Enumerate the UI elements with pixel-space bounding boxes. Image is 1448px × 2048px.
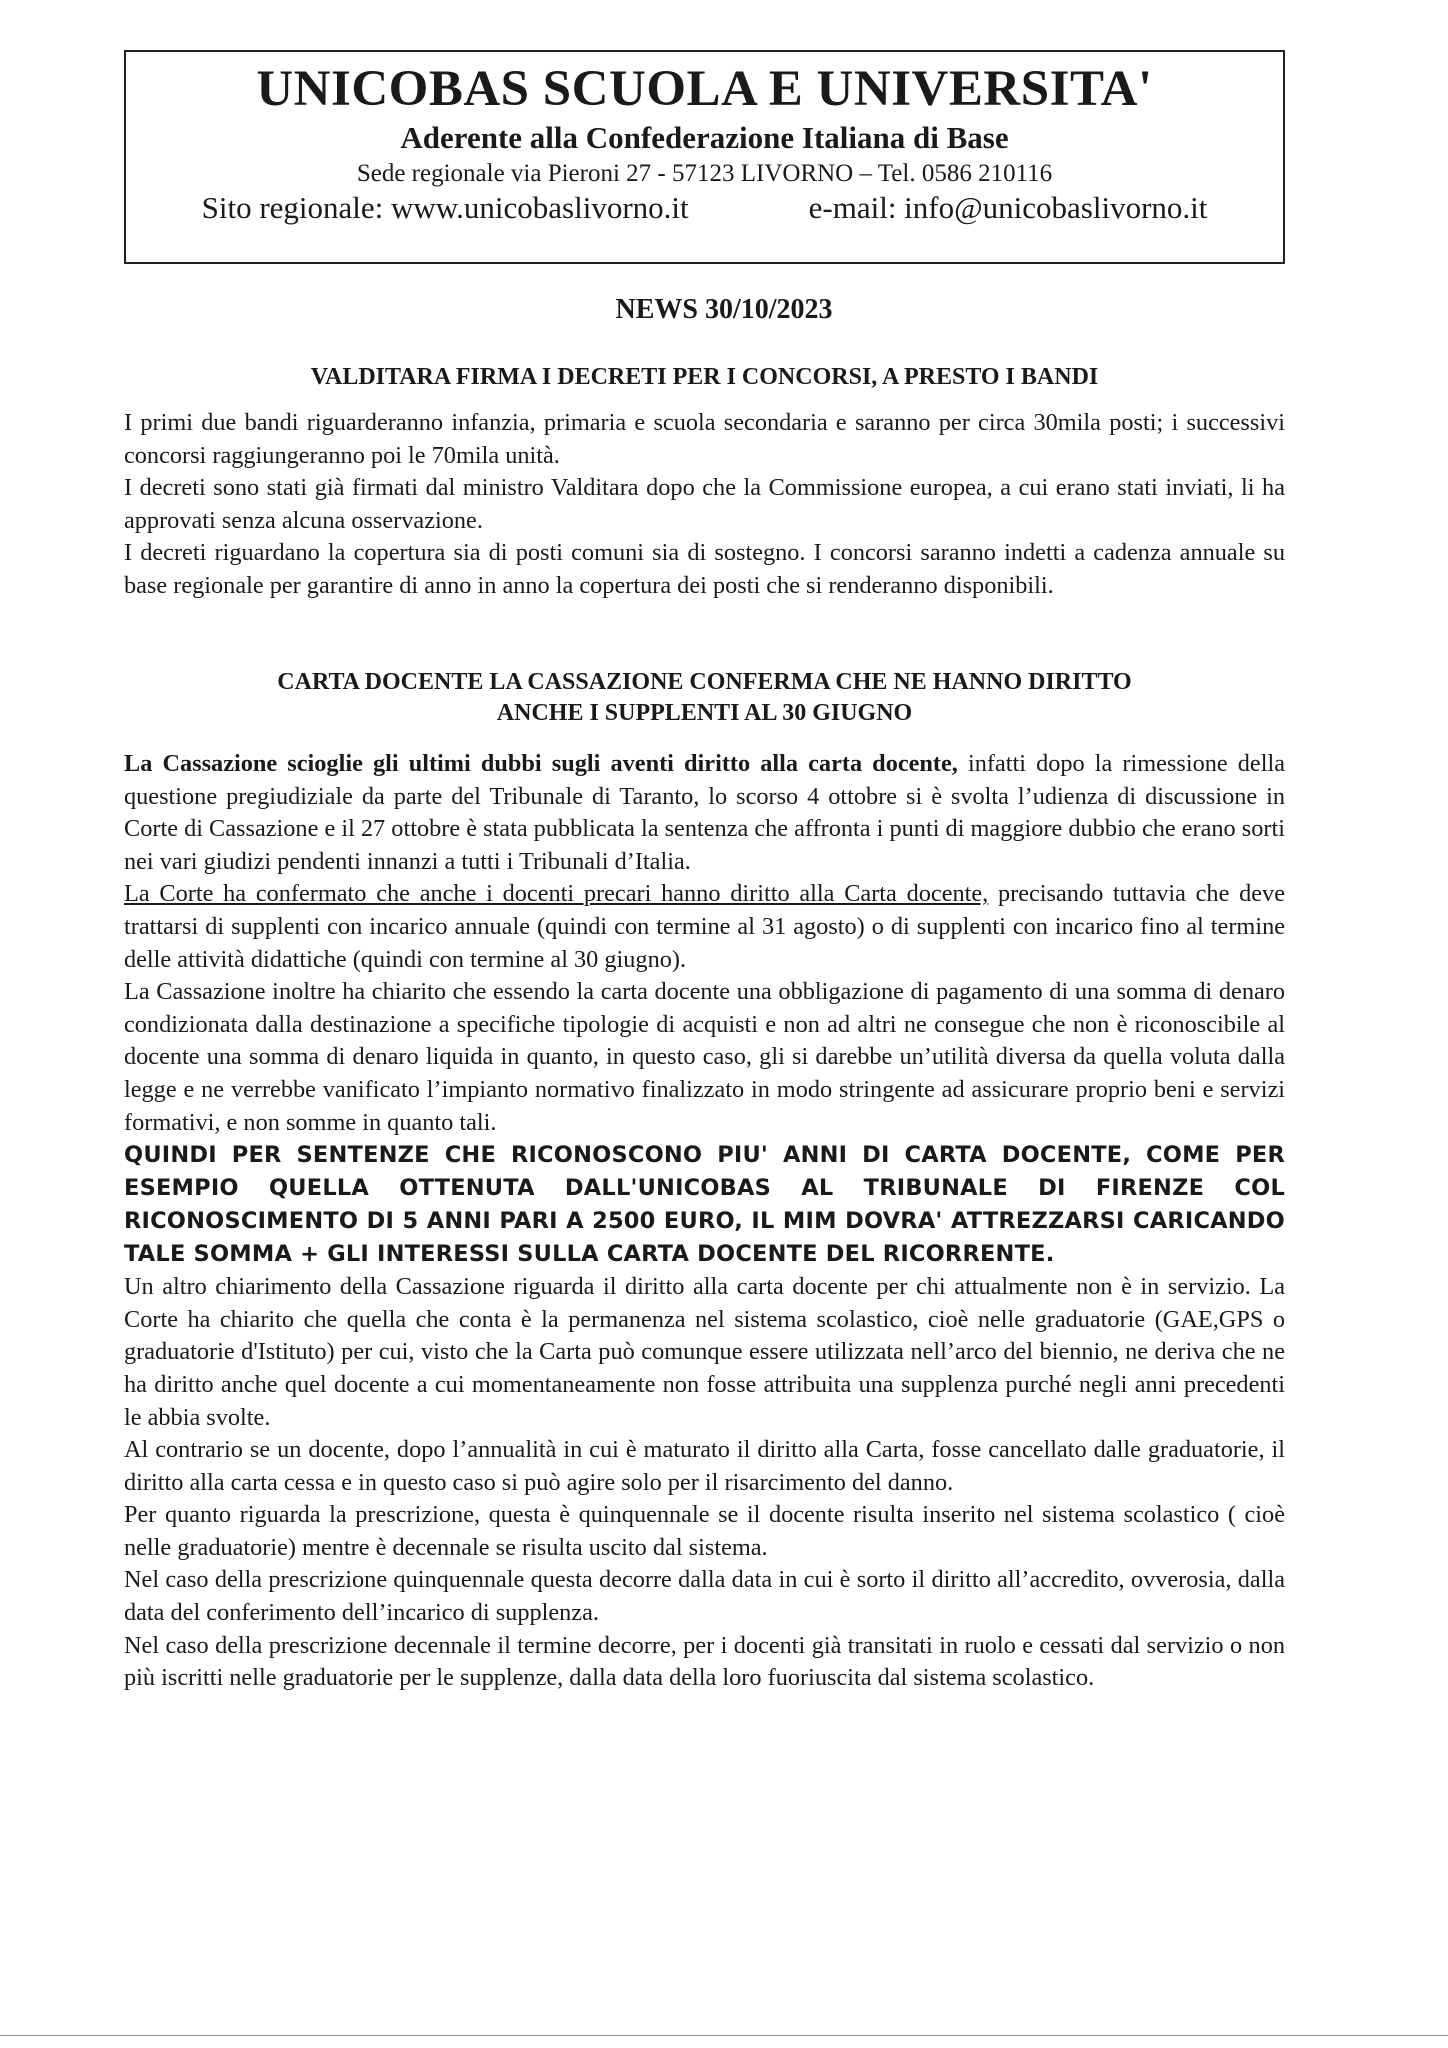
scan-edge-line (0, 2035, 1448, 2036)
section2-paragraph (124, 878, 1285, 976)
section2-title-line2: ANCHE I SUPPLENTI AL 30 GIUGNO (496, 700, 913, 726)
section2-title-line1: CARTA DOCENTE LA CASSAZIONE CONFERMA CHE NE HANNO DIRITTO (277, 669, 1132, 695)
section2-paragraph: Per quanto riguarda la prescrizione, questa è quinquennale se il docente risulta inserito nel sistema scolastico ( cioè nelle graduatorie) mentre è decennale se risulta uscito dal sistema. (124, 1501, 1285, 1561)
letterhead-box (124, 50, 1285, 264)
section2-paragraph: Nel caso della prescrizione quinquennale questa decorre dalla data in cui è sorto il diritto all’accredito, ovverosia, dalla data del conferimento dell’incarico di supplenza. (124, 1566, 1285, 1627)
section2-body (124, 748, 1285, 1695)
section2-paragraph: Al contrario se un docente, dopo l’annualità in cui è maturato il diritto alla Carta, fosse cancellato dalle graduatorie, il diritto alla carta cessa e in questo caso si può agire solo per il risarcimento del danno. (124, 1436, 1285, 1496)
org-website: Sito regionale: www.unicobaslivorno.it (201, 190, 689, 225)
news-date: NEWS 30/10/2023 (615, 294, 833, 325)
org-contacts (126, 190, 1283, 226)
section2-paragraph (124, 748, 1285, 878)
section2-title (124, 667, 1285, 729)
section2-paragraph: Nel caso della prescrizione decennale il termine decorre, per i docenti già transitati in ruolo e cessati dal servizio o non più iscritti nelle graduatorie per le supplenze, dalla data della loro fuoriuscita dal sistema scolastico. (124, 1631, 1285, 1692)
org-name: UNICOBAS SCUOLA E UNIVERSITA' (256, 61, 1153, 117)
org-affiliation: Aderente alla Confederazione Italiana di Base (400, 120, 1009, 155)
corte-confirmation: La Corte ha confermato che anche i docenti precari hanno diritto alla Carta docente, (124, 880, 989, 908)
section1-paragraph: I primi due bandi riguarderanno infanzia, primaria e scuola secondaria e saranno per circa 30mila posti; i successivi concorsi raggiungeranno poi le 70mila unità. (124, 409, 1285, 469)
cassazione-lead-rest: infatti dopo la rimessione della questione pregiudiziale da parte del Tribunale di Taranto, lo scorso 4 ottobre si è svolta l’udienza di discussione in Corte di Cassazione e il 27 ottobre è stata pubblicata la sentenza che affronta i punti di maggiore dubbio che erano sorti nei vari giudizi pendenti innanzi a tutti i Tribunali d’Italia. (124, 750, 1285, 875)
corte-confirmation-rest: precisando tuttavia che deve trattarsi di supplenti con incarico annuale (quindi con termine al 31 agosto) o di supplenti con incarico fino al termine delle attività didattiche (quindi con termine al 30 giugno). (124, 880, 1285, 973)
section1-body (124, 407, 1285, 603)
section1-title: VALDITARA FIRMA I DECRETI PER I CONCORSI, A PRESTO I BANDI (310, 364, 1099, 390)
section2-paragraph: Un altro chiarimento della Cassazione riguarda il diritto alla carta docente per chi attualmente non è in servizio. La Corte ha chiarito che quella che conta è la permanenza nel sistema scolastico, cioè nelle graduatorie (GAE,GPS o graduatorie d'Istituto) per cui, visto che la Carta può comunque essere utilizzata nell’arco del biennio, ne deriva che ne ha diritto anche quel docente a cui momentaneamente non fosse attribuita una supplenza purché negli anni precedenti le abbia svolte. (124, 1273, 1285, 1431)
section2-paragraph: La Cassazione inoltre ha chiarito che essendo la carta docente una obbligazione di pagamento di una somma di denaro condizionata dalla destinazione a specifiche tipologie di acquisti e non ad altri ne consegue che non è riconoscibile al docente una somma di denaro liquida in quanto, in questo caso, gli si darebbe un’utilità diversa da quella voluta dalla legge e ne verrebbe vanificato l’impianto normativo finalizzato in modo stringente ad assicurare proprio beni e servizi formativi, e non somme in quanto tali. (124, 978, 1285, 1136)
org-address: Sede regionale via Pieroni 27 - 57123 LIVORNO – Tel. 0586 210116 (356, 160, 1053, 187)
cassazione-lead: La Cassazione scioglie gli ultimi dubbi sugli aventi diritto alla carta docente, (124, 750, 958, 777)
section1-paragraph: I decreti riguardano la copertura sia di posti comuni sia di sostegno. I concorsi saranno indetti a cadenza annuale su base regionale per garantire di anno in anno la copertura dei posti che si renderanno disponibili. (124, 539, 1285, 599)
org-email: e-mail: info@unicobaslivorno.it (808, 190, 1208, 225)
section1-paragraph: I decreti sono stati già firmati dal ministro Valditara dopo che la Commissione europea, a cui erano stati inviati, li ha approvati senza alcuna osservazione. (124, 474, 1285, 534)
highlight-paragraph: QUINDI PER SENTENZE CHE RICONOSCONO PIU' ANNI DI CARTA DOCENTE, COME PER ESEMPIO QUELLA OTTENUTA DALL'UNICOBAS AL TRIBUNALE DI FIRENZE COL RICONOSCIMENTO DI 5 ANNI PARI A 2500 EURO, IL MIM DOVRA' ATTREZZARSI CARICANDO TALE SOMMA + GLI INTERESSI SULLA CARTA DOCENTE DEL RICORRENTE. (124, 1142, 1285, 1268)
